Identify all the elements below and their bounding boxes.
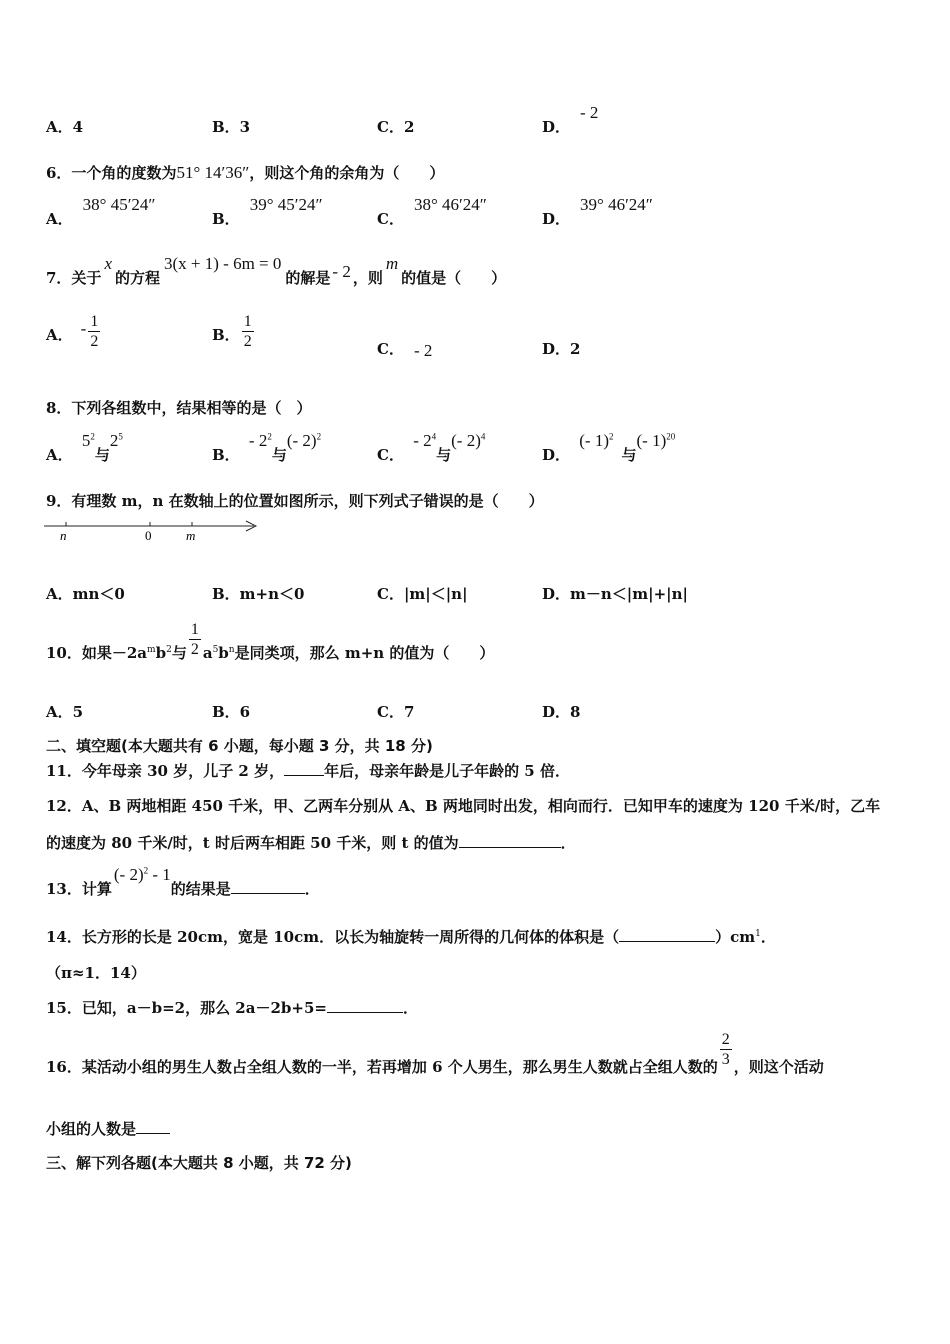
q9-option-b: B．m+n＜0 xyxy=(212,585,305,603)
q8-b-right-exp: 2 xyxy=(316,431,322,442)
q10-text-5: b xyxy=(218,644,229,662)
q7-equation: 3(x + 1) - 6m = 0 xyxy=(164,254,282,273)
q8-option-a-right xyxy=(110,431,123,450)
q8-option-d xyxy=(542,431,676,465)
q10-frac-den: 2 xyxy=(190,641,199,658)
q6-option-d-math: 39° 46′24″ xyxy=(580,195,653,214)
q14-exp: 1 xyxy=(755,929,761,939)
q10-text-1: 10．如果－2a xyxy=(46,644,148,662)
q8-a-right-base: 2 xyxy=(109,431,119,450)
q8-c-left-exp: 4 xyxy=(431,431,437,442)
q10-exp-1: m xyxy=(147,645,156,655)
q8-d-left-exp: 2 xyxy=(608,431,614,442)
q7-text-3: 的解是 xyxy=(285,269,331,287)
q8-a-left-base: 5 xyxy=(81,431,91,450)
q13-expression xyxy=(114,865,171,884)
q10-text-6: 是同类项，那么 m+n 的值为（ ） xyxy=(234,644,495,662)
q9-option-c: C．|m|＜|n| xyxy=(377,585,468,603)
q6-option-c xyxy=(377,195,487,229)
q11-text-1: 11．今年母亲 30 岁，儿子 2 岁， xyxy=(46,762,285,780)
q6-stem xyxy=(46,162,444,183)
q8-option-c-left xyxy=(413,431,436,450)
q8-option-d-right xyxy=(637,431,676,450)
q7-option-a-fraction xyxy=(88,312,100,351)
q8-stem: 8．下列各组数中，结果相等的是（ ） xyxy=(46,399,312,417)
q6-option-a-label: A． xyxy=(46,210,73,228)
q7-var-x: x xyxy=(104,254,112,273)
q10-stem xyxy=(46,620,495,662)
q10-text-4: a xyxy=(202,644,213,662)
q14 xyxy=(46,926,776,947)
q8-a-right-exp: 5 xyxy=(118,431,123,442)
q8-d-right-exp: 20 xyxy=(666,431,676,442)
q15-answer-blank[interactable] xyxy=(327,998,403,1013)
q7-option-a-den: 2 xyxy=(90,333,99,350)
q8-option-d-label: D． xyxy=(542,446,571,464)
q5-option-c: C．2 xyxy=(377,118,415,136)
q7-option-c-label: C． xyxy=(377,340,404,358)
q7-option-b xyxy=(212,312,256,351)
q8-a-with: 与 xyxy=(94,446,110,464)
q15-end: ． xyxy=(402,999,418,1017)
q16-text-3: 小组的人数是 xyxy=(46,1120,137,1138)
q5-option-d-math: - 2 xyxy=(580,103,599,122)
q8-b-left-exp: 2 xyxy=(267,431,272,442)
q16-fraction xyxy=(720,1030,732,1069)
q10-option-d: D．8 xyxy=(542,703,581,721)
q9-option-a: A．mn＜0 xyxy=(46,585,125,603)
q8-option-a-label: A． xyxy=(46,446,73,464)
q10-exp-2: 2 xyxy=(166,645,172,655)
q12-answer-blank[interactable] xyxy=(459,833,561,848)
q8-b-right-base: (- 2) xyxy=(286,431,317,450)
q6-option-d-label: D． xyxy=(542,210,571,228)
q7-var-m: m xyxy=(385,254,399,273)
q6-angle: 51° 14′36″ xyxy=(176,163,250,182)
q10-option-b: B．6 xyxy=(212,703,251,721)
q6-stem-text-2: ，则这个角的余角为（ ） xyxy=(249,164,445,182)
q10-exp-4: n xyxy=(228,645,235,655)
q13-answer-blank[interactable] xyxy=(231,879,305,894)
q8-d-right-base: (- 1) xyxy=(636,431,667,450)
q14-text-2: ）cm xyxy=(715,928,756,946)
q16-text-2: ，则这个活动 xyxy=(733,1058,824,1076)
q5-option-a: A．4 xyxy=(46,118,84,136)
q8-d-with: 与 xyxy=(621,446,637,464)
q16-text-1: 16．某活动小组的男生人数占全组人数的一半，若再增加 6 个人男生，那么男生人数就占全组人数的 xyxy=(46,1058,718,1076)
q13-base: (- 2) xyxy=(113,865,144,884)
q9-label-n: n xyxy=(60,528,67,543)
q8-option-c-label: C． xyxy=(377,446,404,464)
q7-option-b-fraction xyxy=(242,312,254,351)
q14-text-1: 14．长方形的长是 20cm，宽是 10cm．以长为轴旋转一周所得的几何体的体积是（ xyxy=(46,928,620,946)
q8-a-left-exp: 2 xyxy=(90,431,95,442)
q7-option-b-label: B． xyxy=(212,325,240,344)
q6-option-c-math: 38° 46′24″ xyxy=(413,195,487,214)
q12-line-1: 12．A、B 两地相距 450 千米，甲、乙两车分别从 A、B 两地同时出发，相向而行．已知甲车的速度为 120 千米/时，乙车 xyxy=(46,797,881,815)
q8-d-left-base: (- 1) xyxy=(579,431,609,450)
q8-b-with: 与 xyxy=(271,446,287,464)
q13-text-2: 的结果是 xyxy=(170,880,231,898)
q8-option-a-left xyxy=(82,431,95,450)
q7-option-a xyxy=(46,312,102,351)
q6-option-b xyxy=(212,195,323,229)
section-3-heading: 三、解下列各题(本大题共 8 小题，共 72 分) xyxy=(46,1154,352,1172)
q10-fraction xyxy=(189,620,201,659)
q8-b-left-base: - 2 xyxy=(248,431,268,450)
q7-text-4: ，则 xyxy=(352,269,383,287)
q8-c-with: 与 xyxy=(436,446,452,464)
section-2-heading: 二、填空题(本大题共有 6 小题，每小题 3 分，共 18 分) xyxy=(46,737,433,755)
q13-end: ． xyxy=(304,880,320,898)
q6-stem-text: 6．一个角的度数为 xyxy=(46,164,177,182)
q7-option-c-math: - 2 xyxy=(413,341,433,360)
q16-answer-blank[interactable] xyxy=(136,1119,170,1134)
q8-option-d-left xyxy=(579,431,613,450)
q7-option-c xyxy=(377,338,432,359)
q15 xyxy=(46,997,418,1018)
q5-option-b: B．3 xyxy=(212,118,251,136)
q14-note: （π≈1．14） xyxy=(46,964,146,982)
q8-option-b xyxy=(212,431,322,465)
q16-line-2 xyxy=(46,1118,170,1139)
q8-option-a xyxy=(46,431,123,465)
q13 xyxy=(46,865,320,899)
q12-end: ． xyxy=(560,834,576,852)
q6-option-b-label: B． xyxy=(212,210,240,228)
q8-c-right-base: (- 2) xyxy=(451,431,481,450)
q14-end: ． xyxy=(760,928,776,946)
q7-text-1: 7．关于 xyxy=(46,269,102,287)
q16-line-1 xyxy=(46,1030,824,1076)
q9-number-line xyxy=(40,516,270,546)
q10-stem-part-1 xyxy=(46,644,187,662)
q6-option-b-math: 39° 45′24″ xyxy=(249,195,323,214)
q10-text-2: b xyxy=(155,644,167,662)
q7-text-2: 的方程 xyxy=(114,269,160,287)
q10-text-3: 与 xyxy=(171,644,187,662)
q9-stem: 9．有理数 m，n 在数轴上的位置如图所示，则下列式子错误的是（ ） xyxy=(46,492,544,510)
q15-text: 15．已知，a－b=2，那么 2a－2b+5= xyxy=(46,999,327,1017)
q5-option-d xyxy=(542,103,599,137)
q6-option-a xyxy=(46,195,156,229)
q8-c-right-exp: 4 xyxy=(480,431,486,442)
q12-line-2 xyxy=(46,832,576,853)
q8-option-b-label: B． xyxy=(212,446,240,464)
q9-label-0: 0 xyxy=(145,528,152,543)
q7-text-5: 的值是（ ） xyxy=(401,269,507,287)
q14-answer-blank[interactable] xyxy=(619,927,715,942)
q9-label-m: m xyxy=(186,528,196,543)
q8-option-b-right xyxy=(287,431,321,450)
q5-option-d-label: D． xyxy=(542,118,571,136)
q7-stem xyxy=(46,254,507,288)
q7-option-a-sign: - xyxy=(80,318,87,338)
q11 xyxy=(46,760,570,781)
q16-frac-num: 2 xyxy=(721,1031,730,1048)
q11-text-2: 年后，母亲年龄是儿子年龄的 5 倍． xyxy=(324,762,570,780)
q13-text-1: 13．计算 xyxy=(46,880,112,898)
q6-option-d xyxy=(542,195,653,229)
q9-option-d: D．m－n＜|m|+|n| xyxy=(542,585,688,603)
q6-option-c-label: C． xyxy=(377,210,404,228)
q7-option-b-num: 1 xyxy=(243,313,252,330)
q13-exp: 2 xyxy=(143,865,149,876)
q7-solution: - 2 xyxy=(332,262,351,281)
q10-option-a: A．5 xyxy=(46,703,84,721)
q10-stem-part-2 xyxy=(203,644,495,662)
q8-option-c-right xyxy=(451,431,485,450)
q13-tail: - 1 xyxy=(152,865,171,884)
q8-c-left-base: - 2 xyxy=(413,431,432,450)
q16-frac-den: 3 xyxy=(721,1051,730,1068)
q12-text: 的速度为 80 千米/时，t 时后两车相距 50 千米，则 t 的值为 xyxy=(46,834,459,852)
q10-frac-num: 1 xyxy=(190,621,199,638)
q7-option-a-label: A． xyxy=(46,325,73,344)
q6-option-a-math: 38° 45′24″ xyxy=(82,195,156,214)
q8-option-b-left xyxy=(249,431,272,450)
q10-exp-3: 5 xyxy=(212,645,219,655)
q11-answer-blank[interactable] xyxy=(284,761,324,776)
q8-option-c xyxy=(377,431,486,465)
q7-option-a-num: 1 xyxy=(90,313,99,330)
q10-option-c: C．7 xyxy=(377,703,415,721)
q7-option-b-den: 2 xyxy=(243,333,252,350)
q7-option-d: D．2 xyxy=(542,340,581,358)
